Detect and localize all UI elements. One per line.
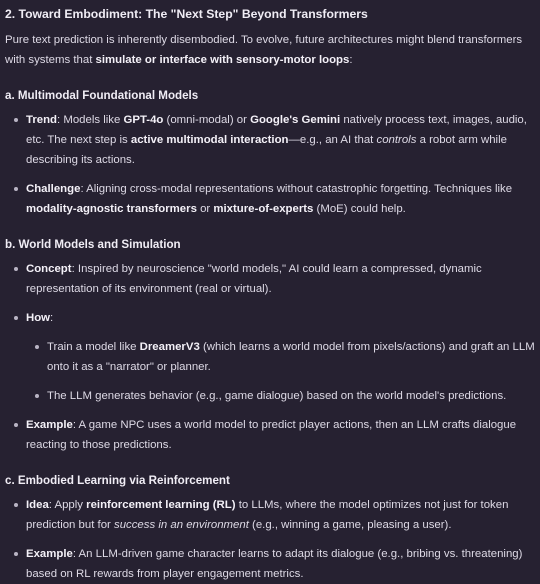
bullet-list (5, 495, 540, 584)
list-item-idea: Idea: Apply reinforcement learning (RL) to LLMs, where the model optimizes not just for token prediction but for success in an environment (e.g., winning a game, pleasing a user). (5, 495, 540, 535)
list-item-concept: Concept: Inspired by neuroscience "world models," AI could learn a compressed, dynamic representation of its environment (real or virtual). (5, 259, 540, 299)
list-item-trend: Trend: Models like GPT-4o (omni-modal) or Google's Gemini natively process text, images, audio, etc. The next step is active multimodal interaction—e.g., an AI that controls a robot arm while describing its actions. (5, 110, 540, 170)
subsection-title: a. Multimodal Foundational Models (5, 89, 199, 102)
list-item-how: How: Train a model like DreamerV3 (which learns a world model from pixels/actions) and graft an LLM onto it as a "narrator" or planner. The LLM generates behavior (e.g., game dialogue) based on the world model's predictions. (5, 308, 540, 406)
section-multimodal (5, 86, 540, 219)
section-heading: 2. Toward Embodiment: The "Next Step" Beyond Transformers (5, 7, 368, 21)
list-item-example: Example: An LLM-driven game character learns to adapt its dialogue (e.g., bribing vs. threatening) based on RL rewards from player engagement metrics. (5, 544, 540, 584)
list-item-llm-behavior: The LLM generates behavior (e.g., game dialogue) based on the world model's predictions. (26, 386, 540, 406)
nested-bullet-list (26, 337, 540, 406)
list-item-example: Example: A game NPC uses a world model to predict player actions, then an LLM crafts dialogue reacting to those predictions. (5, 415, 540, 455)
bullet-list (5, 259, 540, 455)
list-item-dreamer: Train a model like DreamerV3 (which learns a world model from pixels/actions) and graft an LLM onto it as a "narrator" or planner. (26, 337, 540, 377)
subsection-title: c. Embodied Learning via Reinforcement (5, 474, 230, 487)
section-embodied-learning (5, 471, 540, 584)
section-world-models (5, 235, 540, 455)
list-item-challenge: Challenge: Aligning cross-modal representations without catastrophic forgetting. Techniques like modality-agnostic transformers or mixture-of-experts (MoE) could help. (5, 179, 540, 219)
intro-paragraph: Pure text prediction is inherently disembodied. To evolve, future architectures might blend transformers with systems that simulate or interface with sensory-motor loops: (5, 34, 523, 66)
bullet-list (5, 110, 540, 219)
subsection-title: b. World Models and Simulation (5, 238, 181, 251)
